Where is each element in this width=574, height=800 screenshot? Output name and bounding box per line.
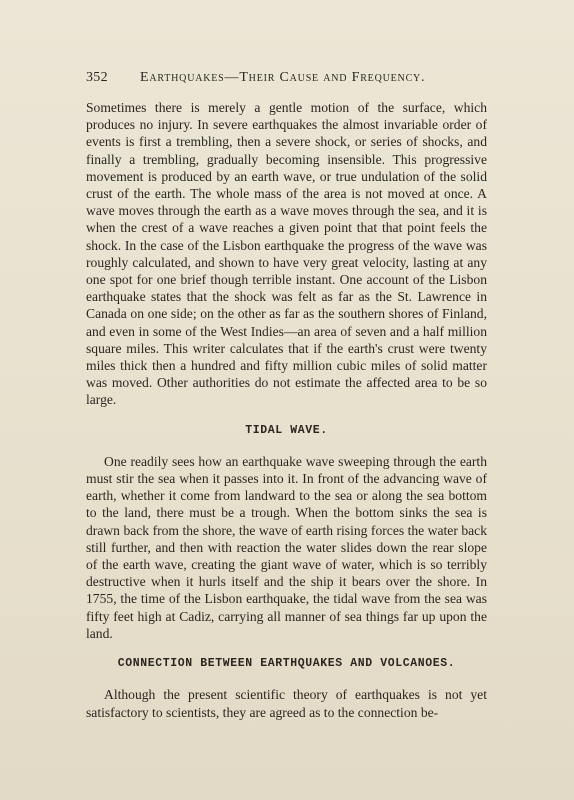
page-number: 352 xyxy=(86,70,108,85)
paragraph: Although the present scientific theory of earthquakes is not yet satisfactory to scientists, they are agreed as to the connection be- xyxy=(86,687,487,720)
section-heading: TIDAL WAVE. xyxy=(245,423,328,437)
paragraph: Sometimes there is merely a gentle motion of the surface, which produces no injury. In severe earthquakes the almost invariable order of events is first a trembling, then a severe shock, or series of shocks, and finally a trembling, gradually becoming insensible. This progressive movement is produced by an earth wave, or true undulation of the solid crust of the earth. The whole mass of the area is not moved at once. A wave moves through the earth as a wave moves through the sea, and it is when the crest of a wave reaches a given point that that point feels the shock. In the case of the Lisbon earthquake the progress of the wave was roughly calculated, and shown to have very great velocity, lasting at any one spot for one brief though terrible instant. One account of the Lisbon earthquake states that the shock was felt as far as the St. Lawrence in Canada on one side; on the other as far as the southern shores of Finland, and even in some of the West Indies—an area of seven and a half million square miles. This writer calculates that if the earth's crust were twenty miles thick then a hundred and fifty million cubic miles of solid matter was moved. Other authorities do not estimate the affected area to be so large. xyxy=(86,100,487,408)
running-title: Earthquakes—Their Cause and Frequency. xyxy=(140,70,426,85)
paragraph: One readily sees how an earthquake wave sweeping through the earth must stir the sea when it passes into it. In front of the advancing wave of earth, whether it come from landward to the sea or along the sea bottom to the land, there must be a trough. When the bottom sinks the sea is drawn back from the shore, the wave of earth rising forces the water back still further, and then with reaction the water slides down the rear slope of the earth wave, creating the giant wave of water, which is so terribly destructive when it hurls itself and the ship it bears over the shore. In 1755, the time of the Lisbon earthquake, the tidal wave from the sea was fifty feet high at Cadiz, carrying all manner of sea things far up upon the land. xyxy=(86,453,487,641)
page-body xyxy=(86,99,487,721)
section-heading: CONNECTION BETWEEN EARTHQUAKES AND VOLCANOES. xyxy=(117,657,456,671)
running-header xyxy=(86,70,486,86)
